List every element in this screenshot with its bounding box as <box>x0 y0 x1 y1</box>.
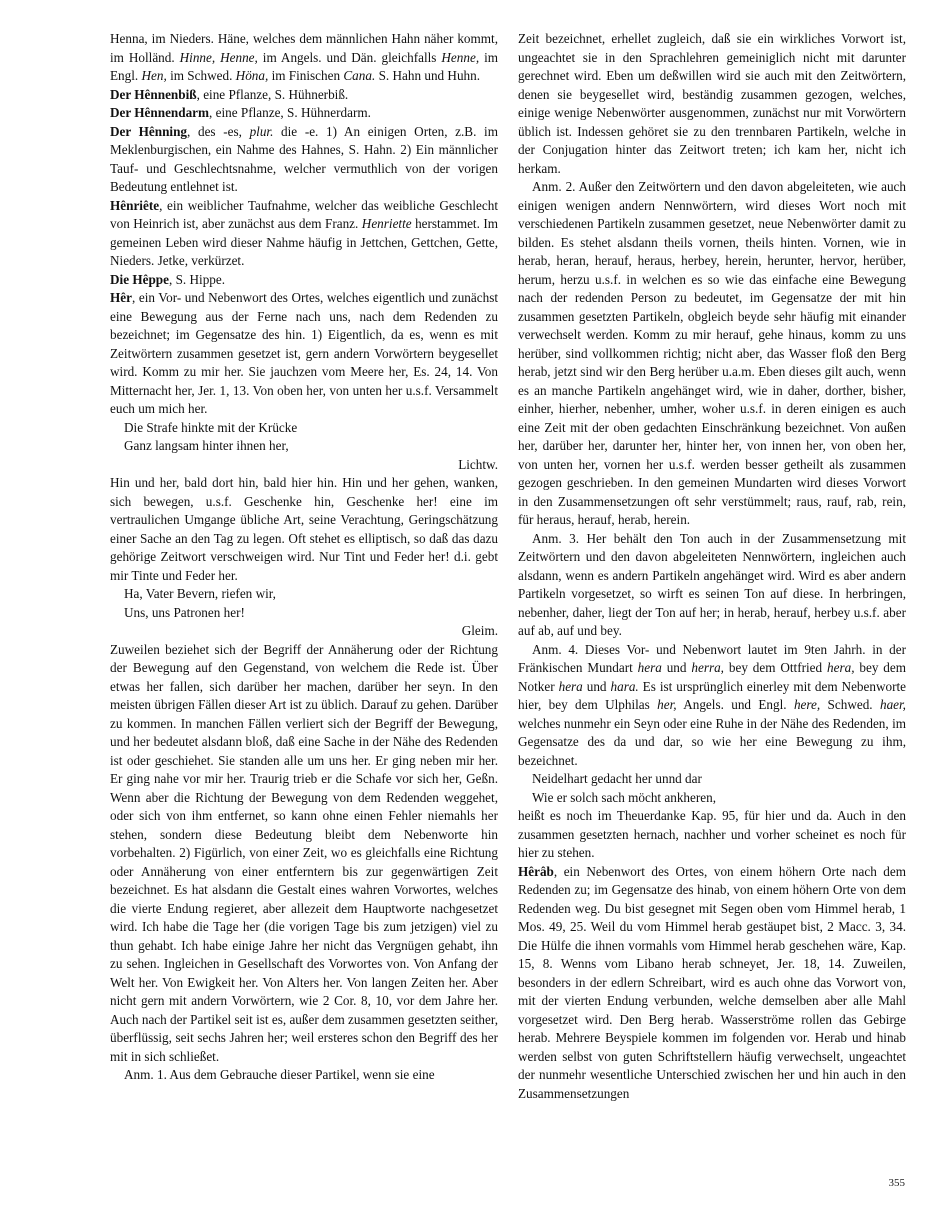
citation-source: Gleim. <box>461 623 498 638</box>
headword: Der Hênnenbiß <box>110 86 197 102</box>
entry-henning: Der Hênning, des -es, plur. die -e. 1) An einigen Orten, z.B. im Meklenburgischen, ein Nahme des Hahnes, S. Hahn. 2) Ein männlicher Tauf- und Geschlechtsnahme, welcher vermuthlich von der vorigen Bedeutung entlehnet ist. <box>110 123 498 194</box>
entry-her: Hêr, ein Vor- und Nebenwort des Ortes, welches eigentlich und zunächst eine Bewegung aus der Ferne nach uns, nach dem Redenden zu bezeichnet; im Gegensatze des hin. 1) Eigentlich, da es, wenn es mit Zeitwörtern zusammen gesetzet ist, gern andern Vorwörtern beygesellet wird. Komm zu mir her. Sie jauchzen vom Meere her, Es. 24, 14. Von Mitternacht her, Jer. 1, 13. Von oben her, von unten her u.s.f. Versammelt euch um mich her. <box>110 290 498 416</box>
entry-herab: Hêrâb, ein Nebenwort des Ortes, von einem höhern Orte nach dem Redenden zu; im Gegensatze des hinab, von einem höhern Orte von dem Redenden weg. Du bist gesegnet mit Segen oben vom Himmel herab, 1 Mos. 49, 25. Weil du vom Himmel herab gestäupet bist, 2 Macc. 3, 34. Die Hülfe die ihnen vormahls vom Himmel herab geschehen wäre, Kap. 15, 8. Wenns vom Libano herab schneyet, Jer. 18, 14. Zuweilen, besonders in der edlern Schreibart, wird es auch ohne das Vorwort von, mit der vierten Endung verbunden, welche demselben aber alle Mahl vorgesetzet wird. Den Berg herab. Wasserströme rollen das Gebirge herab. Mehrere Beyspiele kommen im folgenden vor. Herab und hinab werden selbst von guten Schriftstellern häufig verwechselt, ungeachtet der nunmehr wesentliche Unterschied zwischen her und hin auch in den Zusammensetzungen <box>518 863 906 1101</box>
headword: Hêr <box>110 290 132 305</box>
verse-line: Ganz langsam hinter ihnen her, <box>124 438 289 453</box>
headword: Der Hênning <box>110 123 188 139</box>
verse-line: Ha, Vater Bevern, riefen wir, <box>124 586 276 601</box>
headword: Der Hênnendarm <box>110 105 210 120</box>
headword: Die Hêppe <box>110 271 169 287</box>
verse-line: Wie er solch sach möcht ankheren, <box>532 789 717 805</box>
entry-heppe: Die Hêppe, S. Hippe. <box>110 271 226 287</box>
page-number: 355 <box>888 1177 905 1189</box>
citation-source: Lichtw. <box>458 456 498 472</box>
note-paragraph: Anm. 2. Außer den Zeitwörtern und den davon abgeleiteten, wie auch einigen wenigen andern Nennwörtern, wird dieses Wort noch mit verschiedenen Partikeln zusammen gesetzet, neue Nebenwörter damit zu bilden. Es stehet alsdann theils vornen, theils hinten. Vornen, wie in herab, heran, herauf, heraus, herbey, herein, herunter, hervor, herüber, herum, herzu u.s.f. in welchen es so wie das einfache eine Bewegung nach der redenden Person zu bedeutet, im Gegensatze der mit hin zusammen gesetzten Partikeln, obgleich beyde sehr häufig mit einander verwechselt werden. Komm zu mir herauf, gehe hinaus, komm zu uns herüber, sind vollkommen richtig; nicht aber, das Wasser floß den Berg herab, jetzt sind wir den Berg herüber u.a.m. Eben dieses gilt auch, wenn es an manche Partikeln angehänget wird, wie in daher, dorther, bisher, einher, hierher, nebenher, umher, woher u.s.f. in deren einigen es auch eine Zeit mit der oben gedachten Einschränkung bezeichnet. Von außen her, darüber her, darunter her, hinter her, von innen her, von oben her, von unten her, vornen her u.s.f. werden besser getheilt als zusammen gezogen geschrieben. In den gemeinen Mundarten wird dieses Vorwort in den Zusammensetzungen oft sehr verstümmelt; raus, rauf, rab, rein, für heraus, herauf, herab, herein. <box>518 179 906 527</box>
paragraph: Zeit bezeichnet, erhellet zugleich, daß sie ein wirkliches Vorwort ist, ungeachtet sie in den Sprachlehren gemeiniglich nicht mit darunter gerechnet wird. Eben um deßwillen wird sie auch mit den Zeitwörtern, denen sie beygesellet wird, beständig zusammen gezogen, welches, einige wenige Nebenwörter ausgenommen, zunächst nur mit Vorwörtern üblich ist. Indessen gehöret sie zu den trennbaren Partikeln, welche in der Conjugation hinter das Zeitwort treten; ich kam her, nicht ich herkam. <box>518 31 906 176</box>
note-paragraph: Anm. 3. Her behält den Ton auch in der Zusammensetzung mit Zeitwörtern und den davon abgeleiteten Nennwörtern, ingleichen auch alsdann, wenn es andern Partikeln angehänget wird. Wird es aber andern Partikeln vorgesetzet, so wirft es seinen Ton auf diese. In herbringen, nebenher, daher, liegt der Ton auf her; in herab, herauf, herbey u.s.f. aber auf ab, auf und bey. <box>518 530 906 638</box>
paragraph: Hin und her, bald dort hin, bald hier hin. Hin und her gehen, wanken, sich bewegen, u.s.f. Geschenke hin, Geschenke her! eine im vertraulichen Umgange übliche Art, seine Verachtung, Geringschätzung einer Sache an den Tag zu legen. Oft stehet es elliptisch, so daß das dazu gehörige Zeitwort verschweigen wird. Nur Tint und Feder her! d.i. gebt mir Tinte und Feder her. <box>110 475 498 583</box>
entry-henne-continued: Henna, im Nieders. Häne, welches dem männlichen Hahn näher kommt, im Holländ. Hinne, Henne, im Angels. und Dän. gleichfalls Henne, im Engl. Hen, im Schwed. Höna, im Finischen Cana. S. Hahn und Huhn. <box>110 31 499 83</box>
paragraph: Zuweilen beziehet sich der Begriff der Annäherung oder der Richtung der Bewegung auf den Gegenstand, von welchem die Rede ist. Über etwas her fallen, sich darüber her machen, darüber her seyn. In den meisten übrigen Fällen dieser Art ist zu üblich. Darauf zu gehen. Darüber zu kommen. In manchen Fällen verliert sich der Begriff der Bewegung, und her bedeutet alsdann bloß, daß eine Sache in der Nähe des Redenden ist oder geschiehet. Sie standen alle um uns her. Er ging neben mir her. Er ging nahe vor mir her. Traurig trieb er die Schafe vor sich her, Geßn. Wenn aber die Richtung der Bewegung von dem Redenden weggehet, oder sich von ihm entfernet, so kann ohne einen Fehler niemahls her stehen, sondern diese Bedeutung bleibt dem Nebenworte hin vorbehalten. 2) Figürlich, von einer Zeit, wo es gleichfalls eine Richtung oder Annäherung von einer entferntern bis zur gegenwärtigen Zeit bezeichnet. Es hat alsdann die Gestalt eines wahren Vorwortes, welches die vierte Endung regieret, aber allezeit dem Hauptworte nachgesetzet wird. Ich habe die Tage her (die vorigen Tage bis zum jetzigen) viel zu thun gehabt. Ich habe einige Jahre her nicht das Vergnügen gehabt, ihn zu sehen. Ingleichen in Gesellschaft des Vorwortes von. Von Anfang der Welt her. Von Ewigkeit her. Von Alters her. Von langen Zeiten her. Aber nicht gern mit andern Vorwörtern, wie 2 Cor. 8, 10, vor dem Jahre her. Auch nach der Partikel seit ist es, außer dem zusammen gesetzten seither, überflüssig, seit sechs Jahren her; weil ersteres schon den Begriff des her mit in sich schließet. <box>110 641 499 1064</box>
verse-line: Uns, uns Patronen her! <box>124 604 245 620</box>
right-column <box>518 30 906 1103</box>
entry-hennendarm: Der Hênnendarm, eine Pflanze, S. Hühnerdarm. <box>110 105 371 120</box>
note-paragraph: Anm. 4. Dieses Vor- und Nebenwort lautet im 9ten Jahrh. in der Fränkischen Mundart hera und herra, bey dem Ottfried hera, bey dem Notker hera und hara. Es ist ursprünglich einerley mit dem Nebenworte hier, bey dem Ulphilas her, Angels. und Engl. here, Schwed. haer, welches nunmehr ein Seyn oder eine Ruhe in der Nähe des Redenden, im Gegensatze des da und dar, so wie her eine Bewegung zu ihm, bezeichnet. <box>518 641 907 768</box>
headword: Hênriête <box>110 197 160 213</box>
headword: Hêrâb <box>518 863 554 879</box>
verse-line: Neidelhart gedacht her unnd dar <box>532 771 702 786</box>
entry-hennenbiss: Der Hênnenbiß, eine Pflanze, S. Hühnerbiß. <box>110 86 349 102</box>
left-column <box>110 30 498 1085</box>
note-paragraph: Anm. 1. Aus dem Gebrauche dieser Partikel, wenn sie eine <box>124 1067 435 1082</box>
verse-line: Die Strafe hinkte mit der Krücke <box>124 419 298 435</box>
entry-henriete: Hênriête, ein weiblicher Taufnahme, welcher das weibliche Geschlecht von Heinrich ist, aber zunächst aus dem Franz. Henriette herstammet. Im gemeinen Leben wird dieser Nahme häufig in Jettchen, Gettchen, Gette, Nieders. Jetke, verkürzet. <box>110 197 498 268</box>
paragraph: heißt es noch im Theuerdanke Kap. 95, für hier und da. Auch in den zusammen gesetzten hernach, nachher und vorher scheinet es noch für hier zu stehen. <box>518 808 906 860</box>
